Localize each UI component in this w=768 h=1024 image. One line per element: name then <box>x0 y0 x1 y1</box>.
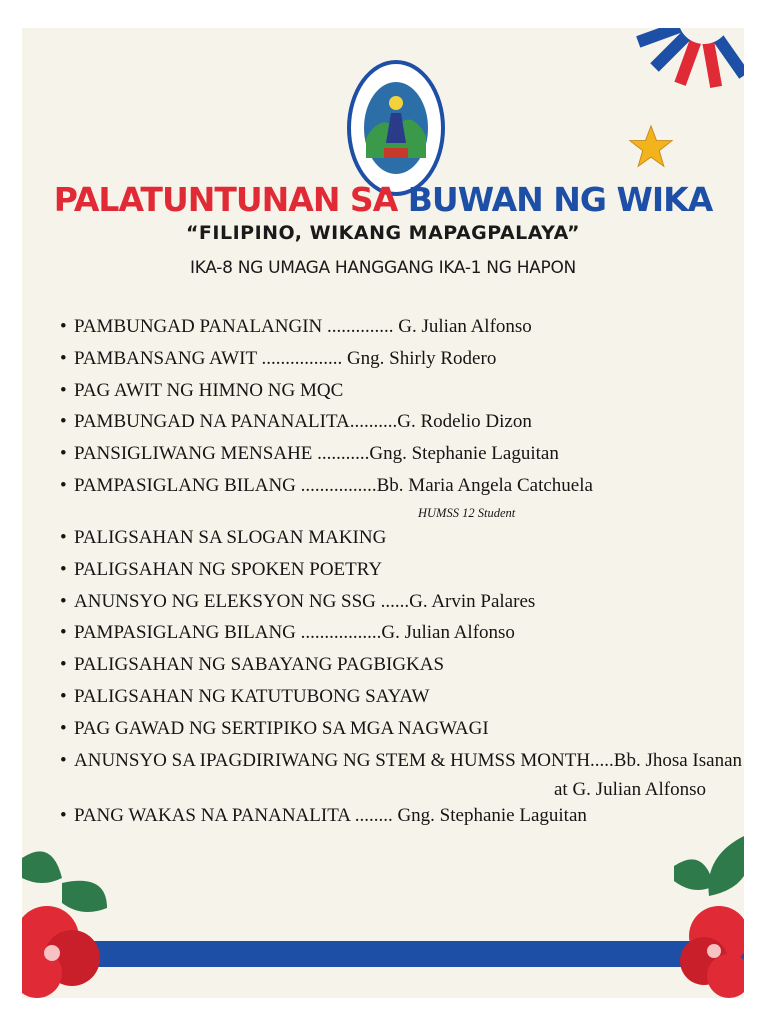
gold-star-icon <box>628 124 674 170</box>
list-item: • PALIGSAHAN NG SPOKEN POETRY <box>60 557 740 589</box>
list-item: • PAG AWIT NG HIMNO NG MQC <box>60 378 740 410</box>
performer-note: HUMSS 12 Student <box>418 505 516 520</box>
list-item: • PAMBUNGAD PANALANGIN .............. G. Julian Alfonso <box>60 314 740 346</box>
list-item: • PAMBANSANG AWIT ................. Gng. Shirly Rodero <box>60 346 740 378</box>
page-title <box>22 180 744 219</box>
theme-subtitle: “FILIPINO, WIKANG MAPAGPALAYA” <box>185 222 581 244</box>
program-list <box>60 314 743 834</box>
list-item: • PANG WAKAS NA PANANALITA ........ Gng. Stephanie Laguitan <box>60 803 740 835</box>
hibiscus-flower-icon <box>664 826 744 998</box>
list-item: • PAMPASIGLANG BILANG .................G. Julian Alfonso <box>60 620 740 652</box>
list-item: • PALIGSAHAN NG KATUTUBONG SAYAW <box>60 684 740 716</box>
list-item: • PALIGSAHAN NG SABAYANG PAGBIGKAS <box>60 652 740 684</box>
list-item: • PAMPASIGLANG BILANG ................Bb. Maria Angela Catchuela HUMSS 12 Student <box>60 473 740 525</box>
list-item: • ANUNSYO NG ELEKSYON NG SSG ......G. Arvin Palares <box>60 589 740 621</box>
schedule-time: IKA-8 NG UMAGA HANGGANG IKA-1 NG HAPON <box>190 258 576 278</box>
title-part-blue: BUWAN NG WIKA <box>407 180 713 219</box>
list-item: • ANUNSYO SA IPAGDIRIWANG NG STEM & HUMSS MONTH.....Bb. Jhosa Isanan at G. Julian Alfonso <box>60 748 740 803</box>
program-flyer <box>22 28 744 998</box>
blue-footer-band <box>22 941 744 967</box>
continuation-line: at G. Julian Alfonso <box>554 778 706 800</box>
hibiscus-flower-icon <box>22 828 122 998</box>
list-item: • PAMBUNGAD NA PANANALITA..........G. Rodelio Dizon <box>60 409 740 441</box>
list-item: • PAG GAWAD NG SERTIPIKO SA MGA NAGWAGI <box>60 716 740 748</box>
college-seal-logo <box>346 58 446 198</box>
list-item: • PANSIGLIWANG MENSAHE ...........Gng. Stephanie Laguitan <box>60 441 740 473</box>
list-item: • PALIGSAHAN SA SLOGAN MAKING <box>60 525 740 557</box>
title-part-red: PALATUNTUNAN SA <box>53 180 398 219</box>
